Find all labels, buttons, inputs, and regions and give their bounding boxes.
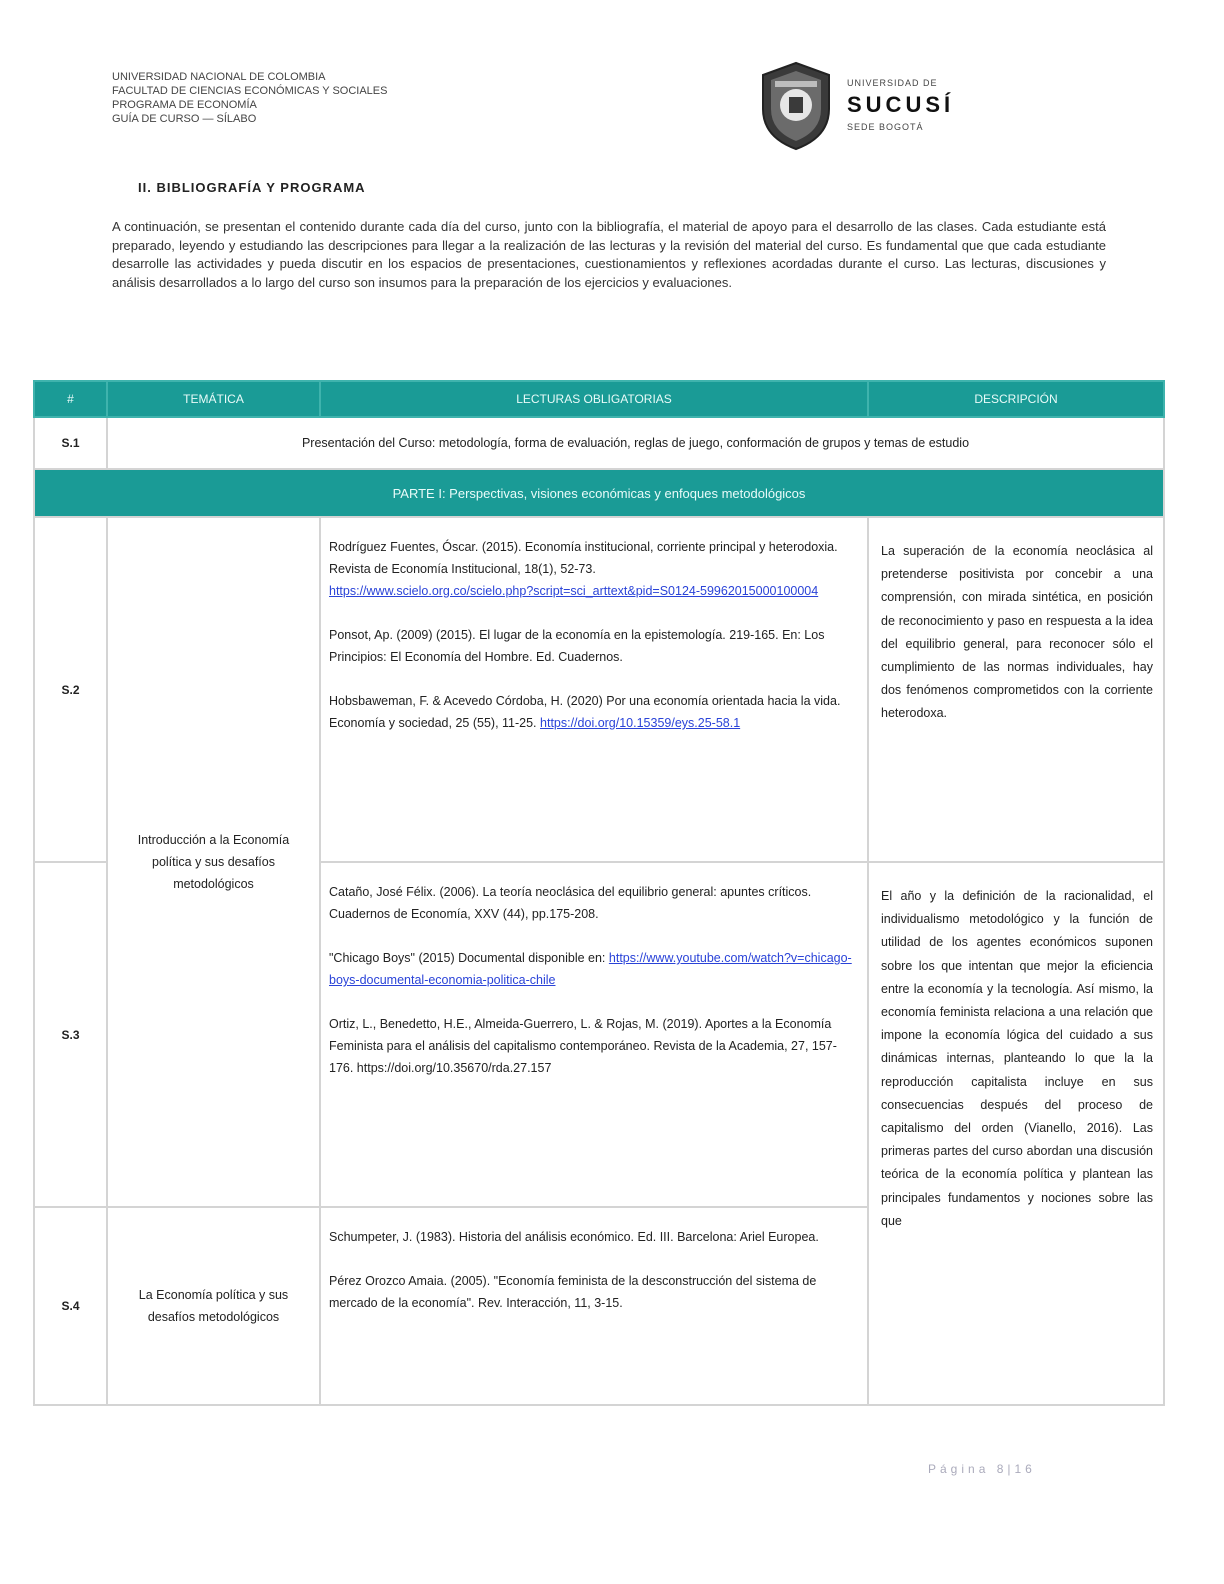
reading-link[interactable]: https://doi.org/10.15359/eys.25-58.1 <box>540 716 741 730</box>
reading-item: Rodríguez Fuentes, Óscar. (2015). Economía institucional, corriente principal y heterodoxia. Revista de Economía Institucional, 18(1), 52-73. <box>329 540 838 576</box>
column-header: DESCRIPCIÓN <box>868 381 1164 417</box>
part-title: PARTE I: Perspectivas, visiones económicas y enfoques metodológicos <box>34 469 1164 517</box>
reading-item: Pérez Orozco Amaia. (2005). "Economía feminista de la desconstrucción del sistema de mercado de la economía". Rev. Interacción, 11, 3-15. <box>329 1274 817 1310</box>
logo-wordmark: SUCUSÍ <box>847 92 955 117</box>
university-logo <box>755 55 1000 155</box>
column-header: # <box>34 381 107 417</box>
reading-link[interactable]: https://www.youtube.com/watch?v=chicago-boys-documental-economia-politica-chile <box>329 951 852 987</box>
description-cell: El año y la definición de la racionalidad, el individualismo metodológico y la función de utilidad de los agentes económicos suponen sobre los que intentan que mejor la eficiencia entre la economía y la tecnología. Así mismo, la economía feminista relaciona a una relación que impone la economía lógica del cuidado a sus dinámicas internas, planteando lo que la la reproducción capitalista incluye en sus consecuencias después del proceso de capitalismo del orden (Vianello, 2016). Las primeras partes del curso abordan una discusión teórica de la economía política y plantean las principales fundamentos y nociones sobre las que <box>868 862 1164 1405</box>
header-line: GUÍA DE CURSO — SÍLABO <box>112 113 257 125</box>
reading-item: Schumpeter, J. (1983). Historia del análisis económico. Ed. III. Barcelona: Ariel Europea. <box>329 1230 819 1244</box>
session-number: S.3 <box>34 862 107 1207</box>
reading-item: "Chicago Boys" (2015) Documental disponible en: <box>329 951 606 965</box>
reading-item: Ortiz, L., Benedetto, H.E., Almeida-Guerrero, L. & Rojas, M. (2019). Aportes a la Economía Feminista para el análisis del capitalismo contemporáneo. Revista de la Academia, 27, 157-176. https://doi.org/10.35670/rda.27.157 <box>329 1017 837 1075</box>
page-number: Página 8|16 <box>928 1462 1036 1476</box>
readings-cell <box>320 517 868 862</box>
reading-item: Cataño, José Félix. (2006). La teoría neoclásica del equilibrio general: apuntes críticos. Cuadernos de Economía, XXV (44), pp.175-208. <box>329 885 812 921</box>
session-number: S.2 <box>34 517 107 862</box>
table-header-row <box>34 381 1164 417</box>
header-line: FACULTAD DE CIENCIAS ECONÓMICAS Y SOCIALES <box>112 85 388 97</box>
topic-cell: La Economía política y sus desafíos metodológicos <box>107 1207 320 1405</box>
logo-caption-top: UNIVERSIDAD DE <box>847 78 938 88</box>
description-cell: La superación de la economía neoclásica al pretenderse positivista por concebir a una comprensión, con mirada sintética, en posición de reconocimiento y paso en respuesta a la idea del equilibrio general, para reconocer sólo el cumplimiento de las normas individuales, hay dos fenómenos comprometidos con la corriente heterodoxa. <box>868 517 1164 862</box>
part-title-row <box>34 469 1164 517</box>
session-number: S.1 <box>34 417 107 469</box>
table-row <box>34 417 1164 469</box>
section-title: II. BIBLIOGRAFÍA Y PROGRAMA <box>138 180 366 195</box>
program-table <box>33 380 1165 1406</box>
reading-item: Hobsbaweman, F. & Acevedo Córdoba, H. (2020) Por una economía orientada hacia la vida. Economía y sociedad, 25 (55), 11-25. <box>329 694 841 730</box>
institution-header <box>112 70 387 126</box>
section-intro: A continuación, se presentan el contenido durante cada día del curso, junto con la bibliografía, el material de apoyo para el desarrollo de las clases. Cada estudiante está preparado, leyendo y estudiando las descripciones para llegar a la realización de las lecturas y la revisión del material del curso. Es fundamental que que cada estudiante desarrolle las actividades y pueda discutir en los espacios de presentaciones, cuestionamientos y reflexiones acordadas durante el curso. Las lecturas, discusiones y análisis desarrollados a lo largo del curso son insumos para la preparación de los ejercicios y evaluaciones. <box>112 219 1106 290</box>
table-row <box>34 517 1164 862</box>
readings-cell <box>320 862 868 1207</box>
column-header: LECTURAS OBLIGATORIAS <box>320 381 868 417</box>
session-description: Presentación del Curso: metodología, forma de evaluación, reglas de juego, conformación de grupos y temas de estudio <box>107 417 1164 469</box>
header-line: PROGRAMA DE ECONOMÍA <box>112 99 257 111</box>
session-number: S.4 <box>34 1207 107 1405</box>
column-header: TEMÁTICA <box>107 381 320 417</box>
topic-cell: Introducción a la Economía política y sus desafíos metodológicos <box>107 517 320 1207</box>
readings-cell <box>320 1207 868 1405</box>
reading-item: Ponsot, Ap. (2009) (2015). El lugar de la economía en la epistemología. 219-165. En: Los Principios: El Economía del Hombre. Ed. Cuadernos. <box>329 628 825 664</box>
logo-caption-bottom: SEDE BOGOTÁ <box>847 122 924 132</box>
reading-link[interactable]: https://www.scielo.org.co/scielo.php?script=sci_arttext&pid=S0124-59962015000100004 <box>329 584 819 598</box>
header-line: UNIVERSIDAD NACIONAL DE COLOMBIA <box>112 71 326 83</box>
seal-icon <box>755 59 837 151</box>
